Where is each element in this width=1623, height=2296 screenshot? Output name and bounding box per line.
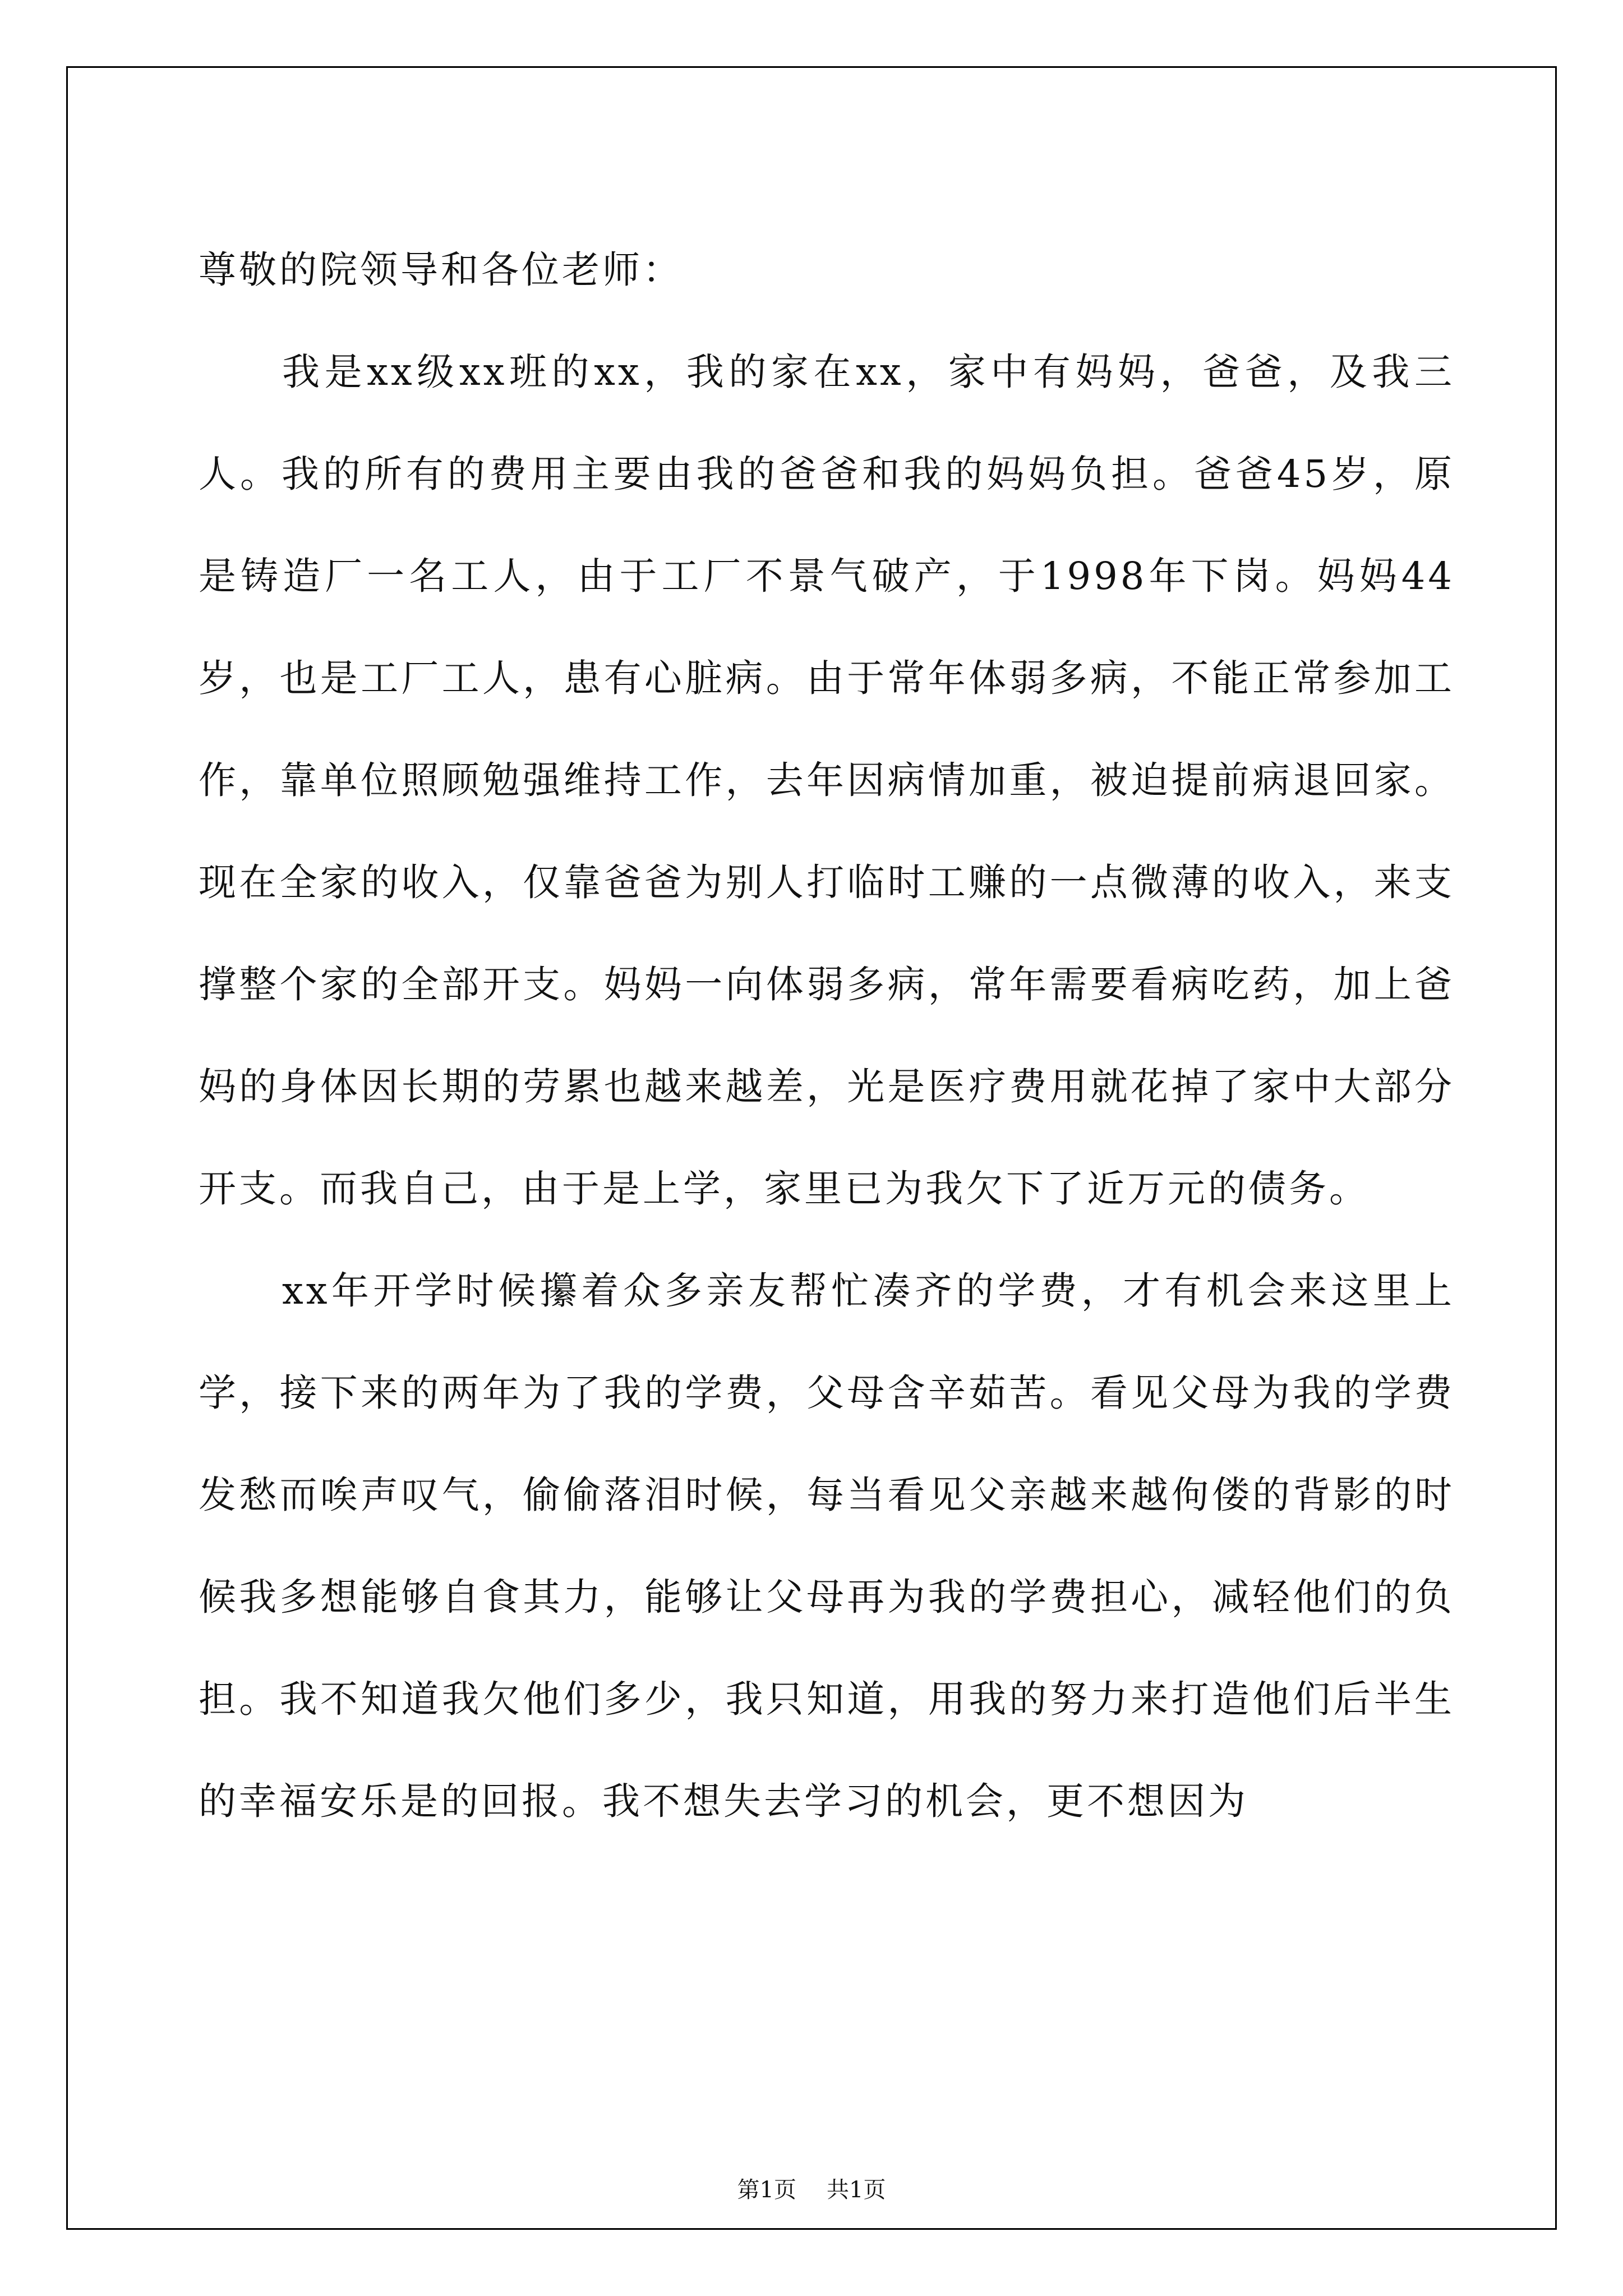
page-number: 第1页 [737,2177,796,2203]
salutation: 尊敬的院领导和各位老师： [199,248,683,292]
page-total: 共1页 [827,2177,886,2203]
document-body [199,219,1455,1852]
paragraph-2: xx年开学时候攥着众多亲友帮忙凑齐的学费，才有机会来这里上学，接下来的两年为了我的学费，父母含辛茹苦。看见父母为我的学费发愁而唉声叹气，偷偷落泪时候，每当看见父亲越来越佝偻的背影的时候我多想能够自食其力，能够让父母再为我的学费担心，减轻他们的负担。我不知道我欠他们多少，我只知道，用我的努力来打造他们后半生的幸福安乐是的回报。我不想失去学习的机会，更不想因为 [199,1269,1455,1823]
paragraph-1: 我是xx级xx班的xx，我的家在xx，家中有妈妈，爸爸，及我三人。我的所有的费用主要由我的爸爸和我的妈妈负担。爸爸45岁，原是铸造厂一名工人，由于工厂不景气破产，于1998年下岗。妈妈44岁，也是工厂工人，患有心脏病。由于常年体弱多病，不能正常参加工作，靠单位照顾勉强维持工作，去年因病情加重，被迫提前病退回家。现在全家的收入，仅靠爸爸为别人打临时工赚的一点微薄的收入，来支撑整个家的全部开支。妈妈一向体弱多病，常年需要看病吃药，加上爸妈的身体因长期的劳累也越来越差，光是医疗费用就花掉了家中大部分开支。而我自己，由于是上学，家里已为我欠下了近万元的债务。 [199,350,1455,1211]
page-footer [0,2177,1623,2203]
